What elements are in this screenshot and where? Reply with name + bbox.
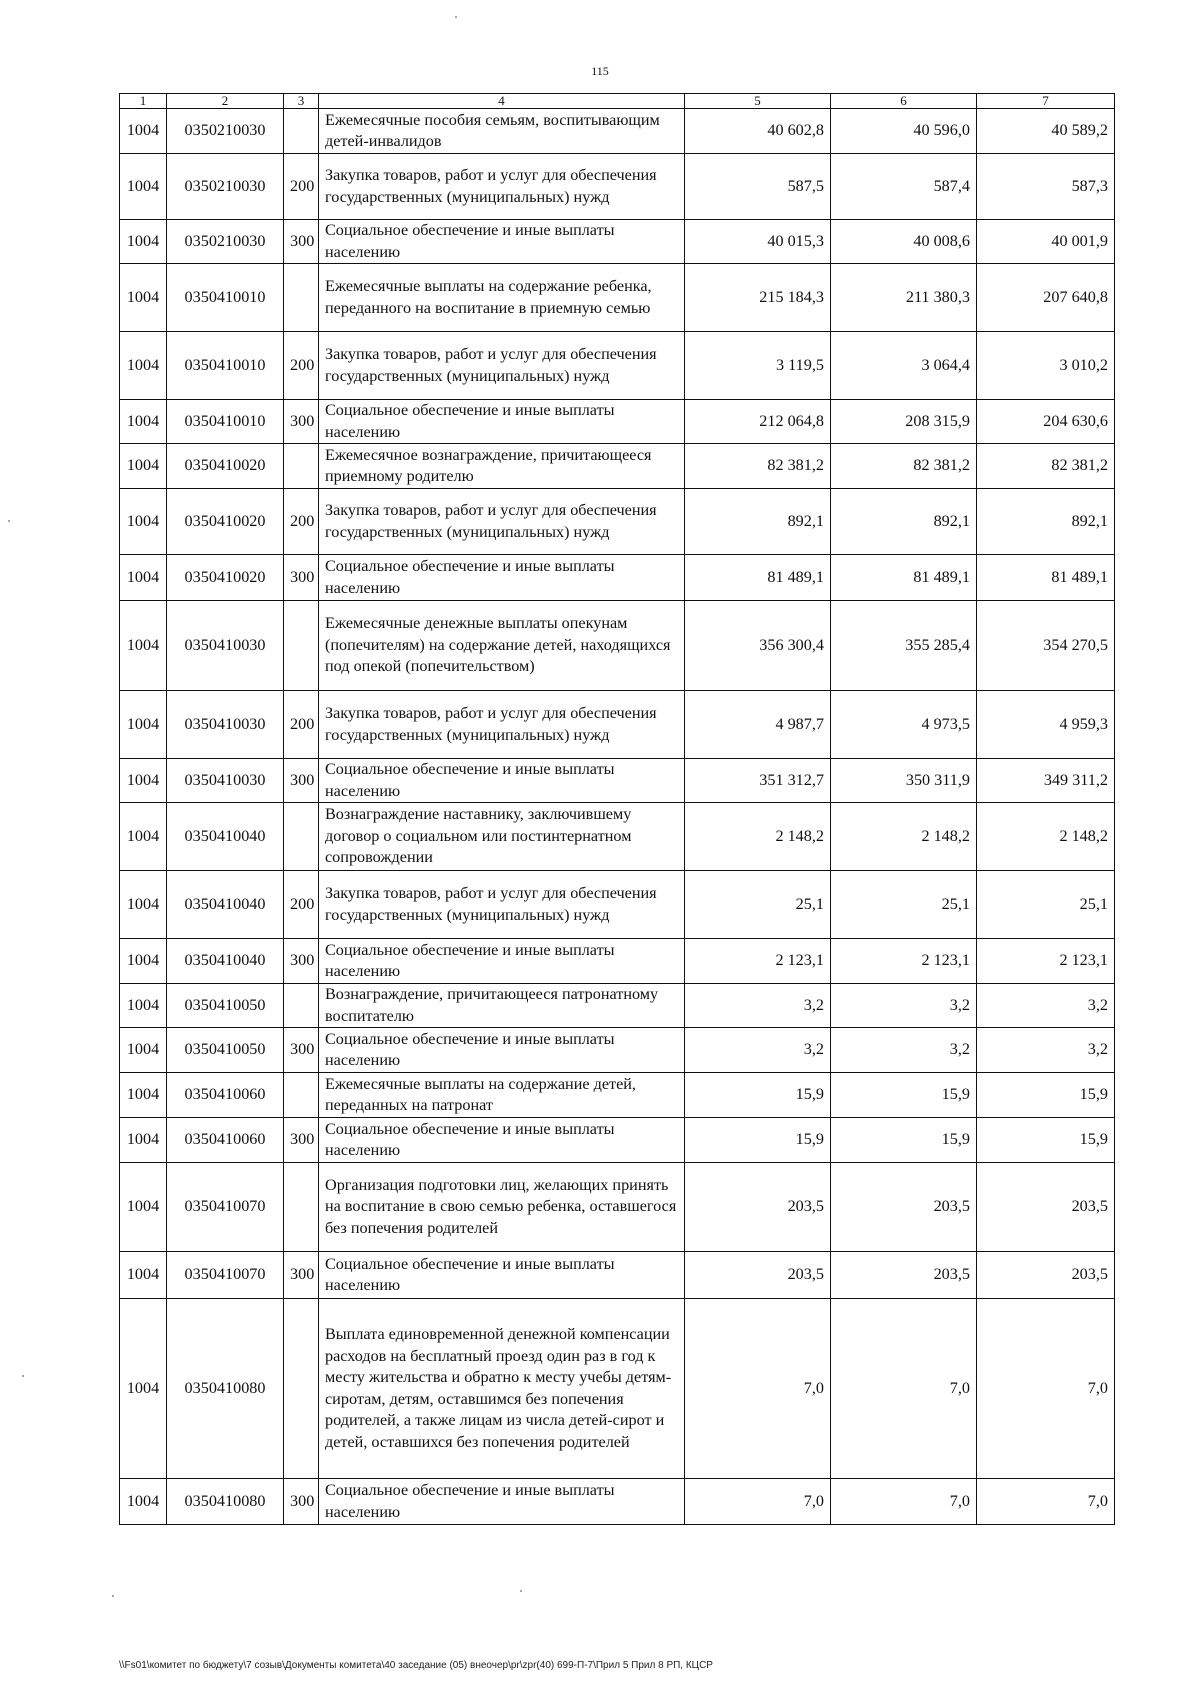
header-col-7: 7 bbox=[977, 94, 1115, 109]
cell-amount-col7: 2 123,1 bbox=[977, 939, 1115, 984]
cell-name: Ежемесячные выплаты на содержание детей, переданных на патронат bbox=[319, 1073, 685, 1118]
table-row bbox=[120, 1028, 1115, 1073]
cell-amount-col5: 7,0 bbox=[685, 1299, 831, 1479]
cell-amount-col5: 587,5 bbox=[685, 154, 831, 220]
cell-amount-col7: 81 489,1 bbox=[977, 555, 1115, 601]
cell-amount-col5: 4 987,7 bbox=[685, 691, 831, 759]
cell-name: Ежемесячные выплаты на содержание ребенка, переданного на воспитание в приемную семью bbox=[319, 264, 685, 332]
cell-name: Закупка товаров, работ и услуг для обеспечения государственных (муниципальных) нужд bbox=[319, 154, 685, 220]
cell-amount-col5: 203,5 bbox=[685, 1252, 831, 1299]
cell-amount-col7: 3 010,2 bbox=[977, 332, 1115, 400]
cell-name: Ежемесячные денежные выплаты опекунам (попечителям) на содержание детей, находящихся под опекой (попечительством) bbox=[319, 601, 685, 691]
cell-section-code: 1004 bbox=[120, 984, 167, 1028]
cell-amount-col6: 40 008,6 bbox=[831, 220, 977, 264]
cell-expense-type: 200 bbox=[284, 154, 319, 220]
table-row bbox=[120, 154, 1115, 220]
cell-target-article: 0350410030 bbox=[167, 691, 284, 759]
cell-amount-col5: 215 184,3 bbox=[685, 264, 831, 332]
cell-name: Социальное обеспечение и иные выплаты населению bbox=[319, 400, 685, 444]
cell-amount-col6: 892,1 bbox=[831, 489, 977, 555]
cell-amount-col7: 25,1 bbox=[977, 871, 1115, 939]
cell-amount-col5: 2 148,2 bbox=[685, 803, 831, 871]
cell-section-code: 1004 bbox=[120, 555, 167, 601]
cell-expense-type: 300 bbox=[284, 759, 319, 803]
cell-section-code: 1004 bbox=[120, 691, 167, 759]
cell-amount-col6: 25,1 bbox=[831, 871, 977, 939]
cell-target-article: 0350410010 bbox=[167, 332, 284, 400]
cell-section-code: 1004 bbox=[120, 264, 167, 332]
cell-name: Социальное обеспечение и иные выплаты населению bbox=[319, 220, 685, 264]
cell-amount-col6: 2 123,1 bbox=[831, 939, 977, 984]
cell-amount-col5: 15,9 bbox=[685, 1073, 831, 1118]
header-col-1: 1 bbox=[120, 94, 167, 109]
cell-section-code: 1004 bbox=[120, 759, 167, 803]
cell-name: Социальное обеспечение и иные выплаты населению bbox=[319, 939, 685, 984]
table-row bbox=[120, 400, 1115, 444]
cell-name: Ежемесячное вознаграждение, причитающееся приемному родителю bbox=[319, 444, 685, 489]
cell-target-article: 0350210030 bbox=[167, 220, 284, 264]
header-col-4: 4 bbox=[319, 94, 685, 109]
cell-expense-type bbox=[284, 264, 319, 332]
table-row bbox=[120, 1252, 1115, 1299]
cell-target-article: 0350410020 bbox=[167, 444, 284, 489]
cell-amount-col6: 355 285,4 bbox=[831, 601, 977, 691]
cell-amount-col6: 15,9 bbox=[831, 1073, 977, 1118]
cell-section-code: 1004 bbox=[120, 109, 167, 154]
cell-amount-col5: 351 312,7 bbox=[685, 759, 831, 803]
cell-amount-col6: 587,4 bbox=[831, 154, 977, 220]
cell-amount-col7: 3,2 bbox=[977, 984, 1115, 1028]
cell-section-code: 1004 bbox=[120, 1163, 167, 1252]
table-row bbox=[120, 444, 1115, 489]
cell-target-article: 0350410060 bbox=[167, 1118, 284, 1163]
table-row bbox=[120, 1163, 1115, 1252]
cell-target-article: 0350410050 bbox=[167, 984, 284, 1028]
cell-amount-col5: 81 489,1 bbox=[685, 555, 831, 601]
cell-amount-col6: 81 489,1 bbox=[831, 555, 977, 601]
page-number: 115 bbox=[591, 64, 609, 78]
table-header bbox=[120, 94, 1115, 109]
cell-expense-type: 300 bbox=[284, 939, 319, 984]
scan-speck bbox=[455, 16, 457, 18]
cell-section-code: 1004 bbox=[120, 1299, 167, 1479]
cell-section-code: 1004 bbox=[120, 601, 167, 691]
cell-expense-type: 300 bbox=[284, 220, 319, 264]
scan-speck bbox=[520, 1590, 522, 1592]
table-row bbox=[120, 264, 1115, 332]
cell-section-code: 1004 bbox=[120, 154, 167, 220]
table-row bbox=[120, 489, 1115, 555]
cell-expense-type: 300 bbox=[284, 1479, 319, 1525]
cell-amount-col5: 40 602,8 bbox=[685, 109, 831, 154]
cell-amount-col5: 25,1 bbox=[685, 871, 831, 939]
cell-target-article: 0350410020 bbox=[167, 555, 284, 601]
cell-target-article: 0350410040 bbox=[167, 939, 284, 984]
cell-amount-col6: 211 380,3 bbox=[831, 264, 977, 332]
cell-amount-col5: 3 119,5 bbox=[685, 332, 831, 400]
cell-section-code: 1004 bbox=[120, 1252, 167, 1299]
cell-expense-type bbox=[284, 1163, 319, 1252]
cell-section-code: 1004 bbox=[120, 489, 167, 555]
cell-section-code: 1004 bbox=[120, 444, 167, 489]
cell-amount-col5: 82 381,2 bbox=[685, 444, 831, 489]
table-row bbox=[120, 332, 1115, 400]
table-row bbox=[120, 1299, 1115, 1479]
table-row bbox=[120, 220, 1115, 264]
table-row bbox=[120, 759, 1115, 803]
cell-target-article: 0350210030 bbox=[167, 109, 284, 154]
table-row bbox=[120, 691, 1115, 759]
cell-amount-col7: 15,9 bbox=[977, 1118, 1115, 1163]
cell-amount-col6: 203,5 bbox=[831, 1163, 977, 1252]
cell-expense-type: 200 bbox=[284, 332, 319, 400]
cell-name: Закупка товаров, работ и услуг для обеспечения государственных (муниципальных) нужд bbox=[319, 489, 685, 555]
cell-amount-col7: 892,1 bbox=[977, 489, 1115, 555]
cell-expense-type: 300 bbox=[284, 1028, 319, 1073]
cell-section-code: 1004 bbox=[120, 400, 167, 444]
cell-amount-col5: 212 064,8 bbox=[685, 400, 831, 444]
table-body bbox=[120, 109, 1115, 1525]
cell-name: Закупка товаров, работ и услуг для обеспечения государственных (муниципальных) нужд bbox=[319, 691, 685, 759]
table-row bbox=[120, 803, 1115, 871]
cell-expense-type bbox=[284, 803, 319, 871]
cell-expense-type: 300 bbox=[284, 555, 319, 601]
cell-name: Вознаграждение, причитающееся патронатному воспитателю bbox=[319, 984, 685, 1028]
footer-file-path: \\Fs01\комитет по бюджету\7 созыв\Документы комитета\40 заседание (05) внеочер\pr\zpr(40) 699-П-7\Прил 5 Прил 8 РП, КЦСР bbox=[119, 1660, 713, 1671]
cell-target-article: 0350410080 bbox=[167, 1299, 284, 1479]
cell-expense-type bbox=[284, 601, 319, 691]
table-row bbox=[120, 939, 1115, 984]
cell-target-article: 0350410060 bbox=[167, 1073, 284, 1118]
cell-amount-col6: 203,5 bbox=[831, 1252, 977, 1299]
cell-amount-col7: 204 630,6 bbox=[977, 400, 1115, 444]
cell-amount-col7: 15,9 bbox=[977, 1073, 1115, 1118]
cell-expense-type bbox=[284, 984, 319, 1028]
cell-amount-col6: 82 381,2 bbox=[831, 444, 977, 489]
cell-amount-col5: 203,5 bbox=[685, 1163, 831, 1252]
table-row bbox=[120, 1118, 1115, 1163]
header-row bbox=[120, 94, 1115, 109]
cell-target-article: 0350210030 bbox=[167, 154, 284, 220]
cell-amount-col5: 3,2 bbox=[685, 1028, 831, 1073]
cell-amount-col5: 892,1 bbox=[685, 489, 831, 555]
cell-target-article: 0350410080 bbox=[167, 1479, 284, 1525]
cell-amount-col7: 40 589,2 bbox=[977, 109, 1115, 154]
cell-amount-col6: 2 148,2 bbox=[831, 803, 977, 871]
cell-section-code: 1004 bbox=[120, 939, 167, 984]
cell-name: Организация подготовки лиц, желающих принять на воспитание в свою семью ребенка, оставшегося без попечения родителей bbox=[319, 1163, 685, 1252]
header-col-3: 3 bbox=[284, 94, 319, 109]
cell-expense-type: 300 bbox=[284, 1118, 319, 1163]
cell-amount-col5: 356 300,4 bbox=[685, 601, 831, 691]
cell-expense-type: 300 bbox=[284, 1252, 319, 1299]
cell-amount-col7: 7,0 bbox=[977, 1479, 1115, 1525]
cell-section-code: 1004 bbox=[120, 332, 167, 400]
cell-amount-col5: 7,0 bbox=[685, 1479, 831, 1525]
cell-section-code: 1004 bbox=[120, 1479, 167, 1525]
cell-name: Социальное обеспечение и иные выплаты населению bbox=[319, 1028, 685, 1073]
scan-speck bbox=[112, 1595, 114, 1597]
table-row bbox=[120, 871, 1115, 939]
cell-name: Выплата единовременной денежной компенсации расходов на бесплатный проезд один раз в год к месту жительства и обратно к месту учебы детям-сиротам, детям, оставшимся без попечения родителей, а также лицам из числа детей-сирот и детей, оставшихся без попечения родителей bbox=[319, 1299, 685, 1479]
cell-name: Социальное обеспечение и иные выплаты населению bbox=[319, 759, 685, 803]
cell-section-code: 1004 bbox=[120, 1028, 167, 1073]
cell-amount-col7: 354 270,5 bbox=[977, 601, 1115, 691]
cell-amount-col6: 3 064,4 bbox=[831, 332, 977, 400]
cell-expense-type: 200 bbox=[284, 489, 319, 555]
table-row bbox=[120, 1479, 1115, 1525]
cell-target-article: 0350410040 bbox=[167, 871, 284, 939]
cell-amount-col7: 203,5 bbox=[977, 1252, 1115, 1299]
cell-amount-col6: 7,0 bbox=[831, 1299, 977, 1479]
cell-name: Вознаграждение наставнику, заключившему договор о социальном или постинтернатном сопровождении bbox=[319, 803, 685, 871]
cell-target-article: 0350410070 bbox=[167, 1163, 284, 1252]
cell-amount-col5: 40 015,3 bbox=[685, 220, 831, 264]
scan-speck bbox=[8, 520, 10, 522]
cell-expense-type bbox=[284, 1073, 319, 1118]
cell-amount-col7: 4 959,3 bbox=[977, 691, 1115, 759]
cell-amount-col7: 207 640,8 bbox=[977, 264, 1115, 332]
cell-expense-type bbox=[284, 1299, 319, 1479]
cell-name: Социальное обеспечение и иные выплаты населению bbox=[319, 1252, 685, 1299]
cell-name: Закупка товаров, работ и услуг для обеспечения государственных (муниципальных) нужд bbox=[319, 871, 685, 939]
header-col-6: 6 bbox=[831, 94, 977, 109]
cell-section-code: 1004 bbox=[120, 871, 167, 939]
cell-amount-col7: 2 148,2 bbox=[977, 803, 1115, 871]
cell-amount-col5: 15,9 bbox=[685, 1118, 831, 1163]
cell-amount-col6: 7,0 bbox=[831, 1479, 977, 1525]
cell-name: Ежемесячные пособия семьям, воспитывающим детей-инвалидов bbox=[319, 109, 685, 154]
cell-target-article: 0350410030 bbox=[167, 759, 284, 803]
header-col-5: 5 bbox=[685, 94, 831, 109]
table-row bbox=[120, 1073, 1115, 1118]
cell-amount-col6: 15,9 bbox=[831, 1118, 977, 1163]
cell-name: Закупка товаров, работ и услуг для обеспечения государственных (муниципальных) нужд bbox=[319, 332, 685, 400]
cell-name: Социальное обеспечение и иные выплаты населению bbox=[319, 555, 685, 601]
budget-table bbox=[119, 93, 1115, 1525]
cell-section-code: 1004 bbox=[120, 220, 167, 264]
cell-section-code: 1004 bbox=[120, 1073, 167, 1118]
cell-section-code: 1004 bbox=[120, 803, 167, 871]
cell-target-article: 0350410020 bbox=[167, 489, 284, 555]
cell-amount-col7: 587,3 bbox=[977, 154, 1115, 220]
cell-amount-col6: 4 973,5 bbox=[831, 691, 977, 759]
header-col-2: 2 bbox=[167, 94, 284, 109]
cell-amount-col6: 40 596,0 bbox=[831, 109, 977, 154]
cell-amount-col7: 7,0 bbox=[977, 1299, 1115, 1479]
cell-name: Социальное обеспечение и иные выплаты населению bbox=[319, 1118, 685, 1163]
cell-amount-col7: 3,2 bbox=[977, 1028, 1115, 1073]
scan-speck bbox=[22, 1375, 24, 1377]
cell-name: Социальное обеспечение и иные выплаты населению bbox=[319, 1479, 685, 1525]
cell-amount-col7: 82 381,2 bbox=[977, 444, 1115, 489]
cell-amount-col5: 3,2 bbox=[685, 984, 831, 1028]
cell-expense-type: 200 bbox=[284, 871, 319, 939]
cell-amount-col6: 350 311,9 bbox=[831, 759, 977, 803]
cell-target-article: 0350410050 bbox=[167, 1028, 284, 1073]
cell-target-article: 0350410040 bbox=[167, 803, 284, 871]
table-row bbox=[120, 984, 1115, 1028]
table-row bbox=[120, 109, 1115, 154]
cell-amount-col7: 349 311,2 bbox=[977, 759, 1115, 803]
cell-target-article: 0350410070 bbox=[167, 1252, 284, 1299]
cell-amount-col6: 208 315,9 bbox=[831, 400, 977, 444]
cell-target-article: 0350410010 bbox=[167, 264, 284, 332]
cell-amount-col6: 3,2 bbox=[831, 984, 977, 1028]
cell-target-article: 0350410010 bbox=[167, 400, 284, 444]
cell-amount-col7: 203,5 bbox=[977, 1163, 1115, 1252]
cell-amount-col6: 3,2 bbox=[831, 1028, 977, 1073]
cell-expense-type: 200 bbox=[284, 691, 319, 759]
cell-section-code: 1004 bbox=[120, 1118, 167, 1163]
cell-expense-type: 300 bbox=[284, 400, 319, 444]
cell-amount-col5: 2 123,1 bbox=[685, 939, 831, 984]
cell-expense-type bbox=[284, 444, 319, 489]
cell-target-article: 0350410030 bbox=[167, 601, 284, 691]
table-row bbox=[120, 555, 1115, 601]
table-row bbox=[120, 601, 1115, 691]
cell-amount-col7: 40 001,9 bbox=[977, 220, 1115, 264]
cell-expense-type bbox=[284, 109, 319, 154]
